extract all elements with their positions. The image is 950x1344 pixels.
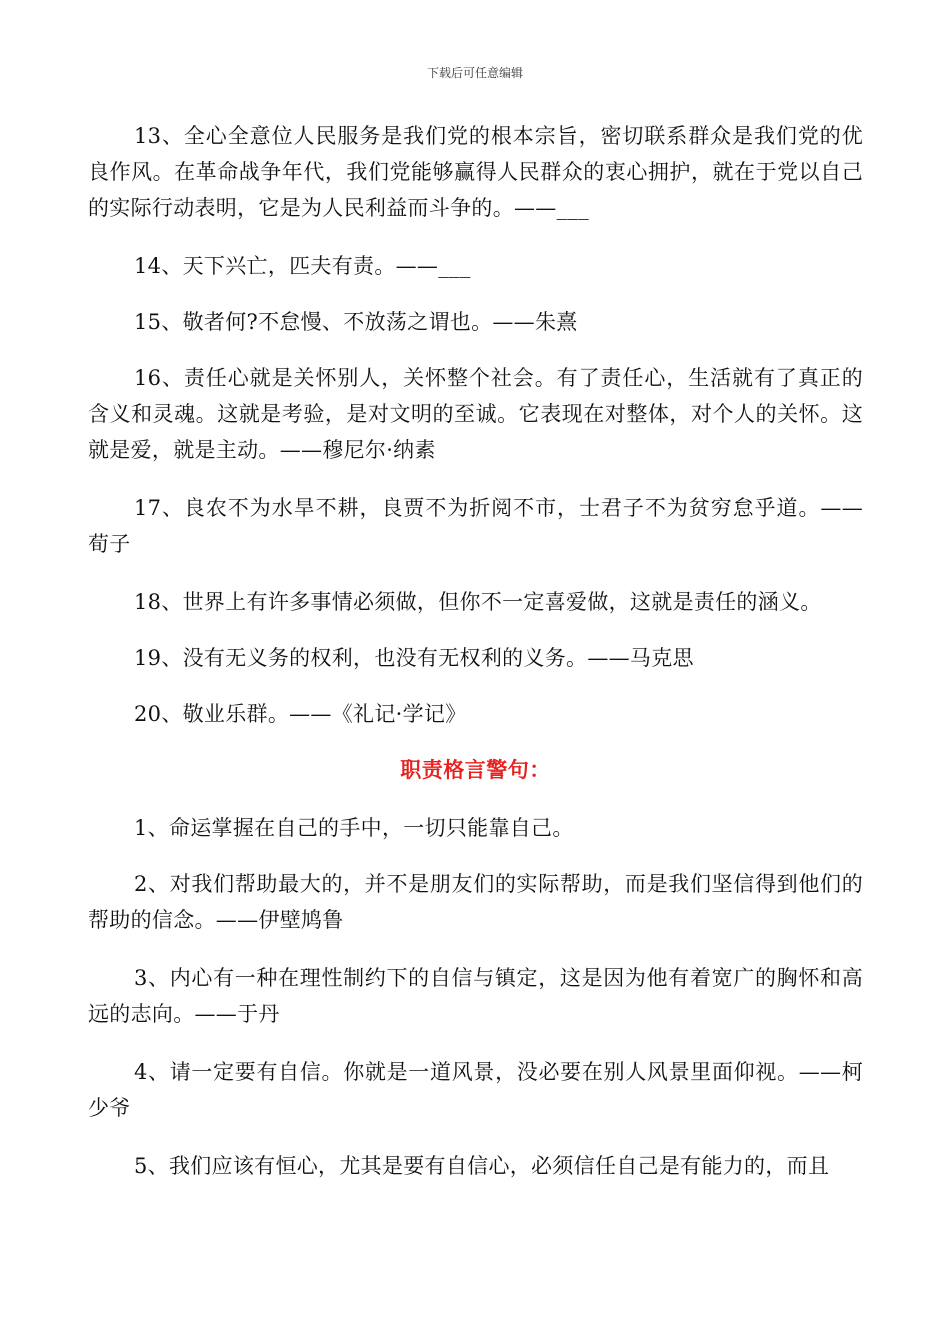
quote-18: 18、世界上有许多事情必须做，但你不一定喜爱做，这就是责任的涵义。 bbox=[134, 590, 822, 614]
quote-17: 17、良农不为水旱不耕，良贾不为折阅不市，士君子不为贫穷怠乎道。——荀子 bbox=[88, 496, 863, 556]
document-body bbox=[88, 118, 863, 1204]
quote-15: 15、敬者何?不怠慢、不放荡之谓也。——朱熹 bbox=[134, 310, 578, 334]
page-header: 下载后可任意编辑 bbox=[426, 66, 523, 80]
maxim-5: 5、我们应该有恒心，尤其是要有自信心，必须信任自己是有能力的，而且 bbox=[134, 1154, 830, 1178]
quote-14: 14、天下兴亡，匹夫有责。——___ bbox=[134, 254, 471, 278]
quote-16: 16、责任心就是关怀别人，关怀整个社会。有了责任心，生活就有了真正的含义和灵魂。这就是考验，是对文明的至诚。它表现在对整体，对个人的关怀。这就是爱，就是主动。——穆尼尔·纳素 bbox=[88, 366, 863, 462]
quote-13: 13、全心全意位人民服务是我们党的根本宗旨，密切联系群众是我们党的优良作风。在革命战争年代，我们党能够赢得人民群众的衷心拥护，就在于党以自己的实际行动表明，它是为人民利益而斗争的。——___ bbox=[88, 124, 863, 220]
maxim-2: 2、对我们帮助最大的，并不是朋友们的实际帮助，而是我们坚信得到他们的帮助的信念。——伊壁鸠鲁 bbox=[88, 872, 863, 932]
quote-19: 19、没有无义务的权利，也没有无权利的义务。——马克思 bbox=[134, 646, 694, 670]
maxim-1: 1、命运掌握在自己的手中，一切只能靠自己。 bbox=[134, 816, 574, 840]
maxim-3: 3、内心有一种在理性制约下的自信与镇定，这是因为他有着宽广的胸怀和高远的志向。——于丹 bbox=[88, 966, 863, 1026]
maxim-4: 4、请一定要有自信。你就是一道风景，没必要在别人风景里面仰视。——柯少爷 bbox=[88, 1060, 863, 1120]
quote-20: 20、敬业乐群。——《礼记·学记》 bbox=[134, 702, 467, 726]
section-heading: 职责格言警句： bbox=[400, 757, 551, 782]
